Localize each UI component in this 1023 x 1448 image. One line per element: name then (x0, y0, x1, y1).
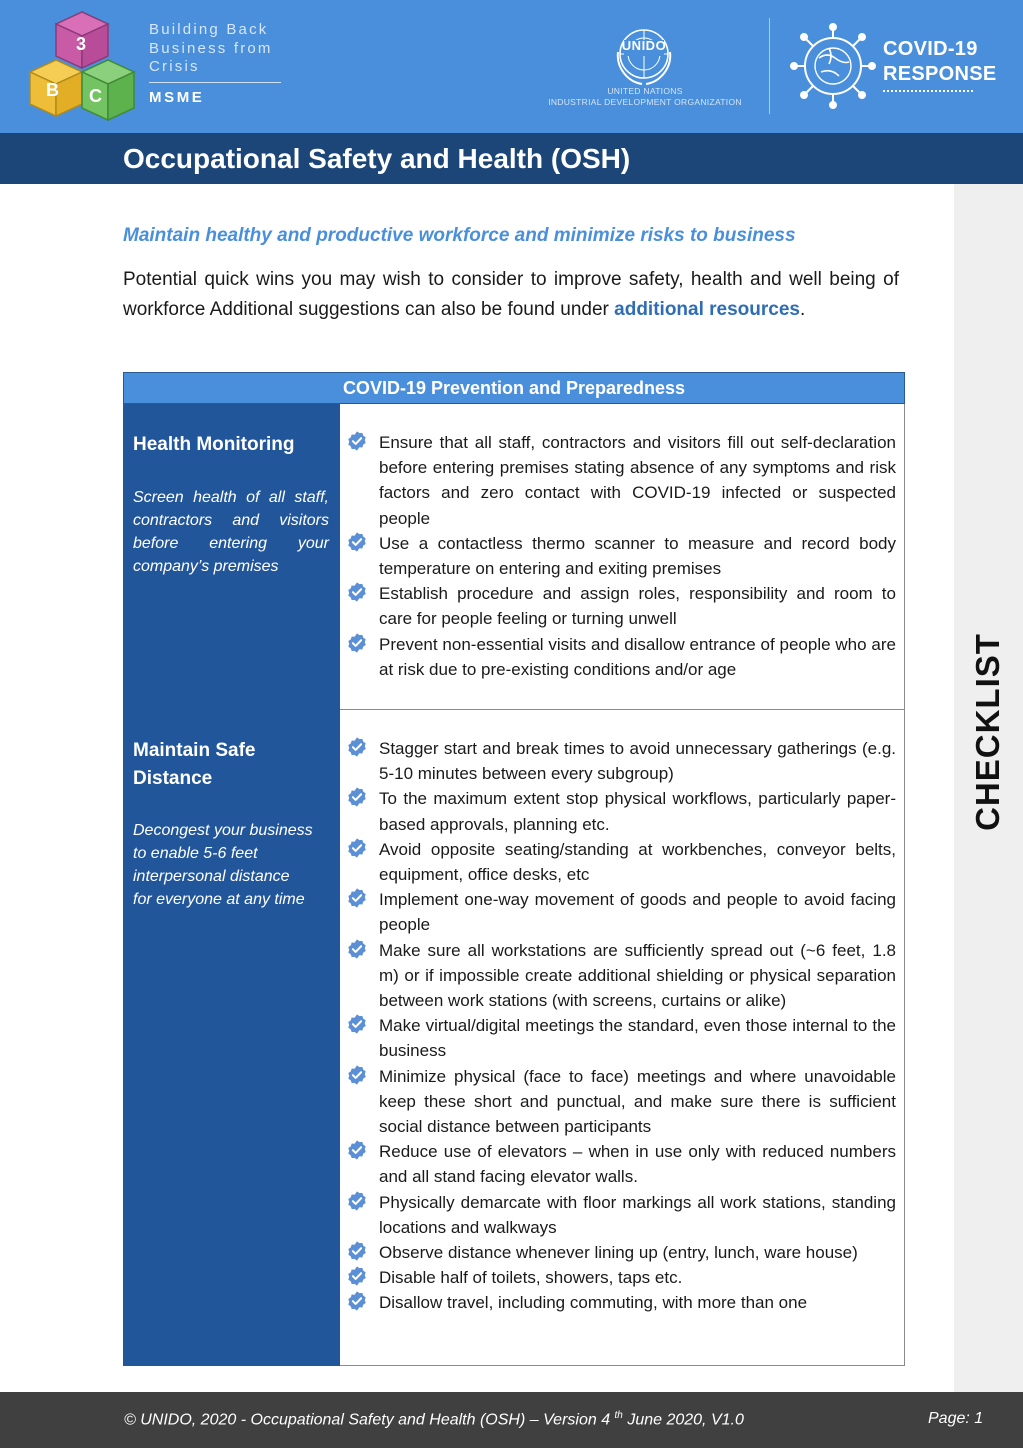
b3c-cubes-logo (26, 10, 138, 124)
verified-check-badge-icon (346, 887, 368, 909)
logo-letter-c: C (89, 86, 102, 106)
b3c-program-name: MSME (149, 88, 205, 106)
verified-check-badge-icon (346, 1265, 368, 1287)
checklist-side-label: CHECKLIST (969, 633, 1006, 831)
covid-line-1: COVID-19 (883, 38, 978, 60)
list-item-text: Implement one-way movement of goods and people to avoid facing people (379, 890, 896, 935)
list-item-text: Make sure all workstations are sufficiently spread out (~6 feet, 1.8 m) or if impossible create additional shielding or physical separation between work stations (with screens, curtains or alike) (379, 940, 896, 1011)
un-emblem-icon (612, 22, 676, 86)
unido-logo-text: UNIDO (621, 38, 667, 53)
safe-distance-description-line-3: interpersonal distance (133, 868, 290, 885)
unido-subtitle-line-1: UNITED NATIONS (607, 86, 683, 96)
unido-subtitle (530, 86, 760, 108)
list-item (346, 887, 896, 937)
list-item-text: Prevent non-essential visits and disallow entrance of people who are at risk due to pre-existing conditions and/or age (379, 634, 896, 679)
safe-distance-title (133, 737, 255, 793)
verified-check-badge-icon (346, 632, 368, 654)
list-item-text: Use a contactless thermo scanner to measure and record body temperature on entering and exiting premises (379, 533, 896, 579)
list-item-text: Disallow travel, including commuting, with more than one (379, 1293, 808, 1313)
intro-text: Potential quick wins you may wish to consider to improve safety, health and well being of workforce Additional suggestions can also be found under (123, 269, 899, 320)
verified-check-badge-icon (346, 1013, 368, 1035)
list-item-text: Disable half of toilets, showers, taps etc. (379, 1268, 683, 1288)
b3c-line-1: Building Back (149, 21, 269, 38)
list-item (346, 531, 896, 581)
list-item (346, 1265, 896, 1290)
footer-copyright-text: © UNIDO, 2020 - Occupational Safety and Health (OSH) – Version 4 (124, 1411, 615, 1429)
footer-superscript: th (614, 1410, 623, 1421)
verified-check-badge-icon (346, 1064, 368, 1086)
verified-check-badge-icon (346, 1290, 368, 1312)
health-monitoring-title: Health Monitoring (133, 434, 295, 455)
intro-paragraph (123, 265, 899, 325)
section-subtitle: Maintain healthy and productive workforce and minimize risks to business (123, 225, 796, 246)
list-item (346, 1290, 896, 1315)
unido-subtitle-line-2: INDUSTRIAL DEVELOPMENT ORGANIZATION (548, 97, 742, 107)
safe-distance-description (133, 819, 329, 911)
safe-distance-description-line-2: to enable 5-6 feet (133, 845, 258, 862)
list-item (346, 1013, 896, 1063)
covid-dotted-rule (883, 90, 973, 92)
list-item-text: Stagger start and break times to avoid unnecessary gatherings (e.g. 5-10 minutes between every subgroup) (379, 739, 896, 784)
verified-check-badge-icon (346, 430, 368, 452)
b3c-program-text (149, 21, 284, 106)
list-item (346, 1139, 896, 1189)
list-item (346, 837, 896, 887)
verified-check-badge-icon (346, 1139, 368, 1161)
health-monitoring-description: Screen health of all staff, contractors and visitors before entering your company’s premises (133, 489, 329, 575)
safe-distance-title-line-2: Distance (133, 768, 213, 789)
verified-check-badge-icon (346, 531, 368, 553)
verified-check-badge-icon (346, 786, 368, 808)
footer-copyright (124, 1410, 744, 1429)
virus-globe-icon (789, 22, 877, 110)
list-item (346, 430, 896, 531)
footer-page-number: Page: 1 (928, 1410, 984, 1427)
verified-check-badge-icon (346, 837, 368, 859)
safe-distance-checklist (346, 736, 896, 1316)
list-item-text: Reduce use of elevators – when in use only with reduced numbers and all stand facing elevator walls. (379, 1142, 896, 1187)
logo-letter-3: 3 (76, 34, 87, 54)
list-item-text: Minimize physical (face to face) meetings and where unavoidable keep these short and punctual, and make sure there is sufficient social distance between participants (379, 1066, 896, 1137)
list-item (346, 1190, 896, 1240)
verified-check-badge-icon (346, 1190, 368, 1212)
list-item (346, 581, 896, 631)
list-item (346, 1064, 896, 1140)
list-item (346, 1240, 896, 1265)
list-item-text: Physically demarcate with floor markings all work stations, standing locations and walkways (379, 1192, 896, 1237)
safe-distance-title-line-1: Maintain Safe (133, 740, 256, 761)
health-monitoring-checklist (346, 430, 896, 682)
list-item (346, 938, 896, 1014)
safe-distance-description-line-4: for everyone at any time (133, 891, 305, 908)
covid-response-text (883, 37, 997, 92)
list-item-text: Observe distance whenever lining up (entry, lunch, ware house) (379, 1243, 858, 1263)
list-item (346, 632, 896, 682)
page-title: Occupational Safety and Health (OSH) (123, 143, 631, 174)
table-header: COVID-19 Prevention and Preparedness (123, 372, 905, 404)
list-item-text: Avoid opposite seating/standing at workbenches, conveyor belts, equipment, office desks, etc (379, 839, 896, 885)
covid-line-2: RESPONSE (883, 63, 997, 85)
list-item-text: Ensure that all staff, contractors and visitors fill out self-declaration before entering premises stating absence of any symptoms and risk factors and zero contact with COVID-19 infected or suspected people (379, 433, 896, 528)
header-banner (0, 0, 1023, 133)
safe-distance-category-cell (123, 710, 340, 1366)
intro-end: . (800, 299, 806, 320)
b3c-line-3: Crisis (149, 58, 200, 75)
verified-check-badge-icon (346, 1240, 368, 1262)
table-bottom-border (340, 1365, 905, 1366)
b3c-line-2: Business from (149, 39, 273, 57)
safe-distance-description-line-1: Decongest your business (133, 822, 313, 839)
list-item-text: Establish procedure and assign roles, responsibility and room to care for people feeling or turning unwell (379, 584, 896, 629)
footer-version-text: June 2020, V1.0 (622, 1411, 744, 1429)
logo-letter-b: B (46, 80, 59, 100)
list-item (346, 786, 896, 836)
list-item (346, 736, 896, 786)
verified-check-badge-icon (346, 938, 368, 960)
b3c-divider (149, 82, 281, 83)
verified-check-badge-icon (346, 581, 368, 603)
banner-divider (769, 18, 770, 114)
additional-resources-link[interactable]: additional resources (614, 299, 800, 320)
verified-check-badge-icon (346, 736, 368, 758)
list-item-text: Make virtual/digital meetings the standard, even those internal to the business (379, 1016, 896, 1061)
list-item-text: To the maximum extent stop physical workflows, particularly paper-based approvals, planning etc. (379, 789, 896, 834)
